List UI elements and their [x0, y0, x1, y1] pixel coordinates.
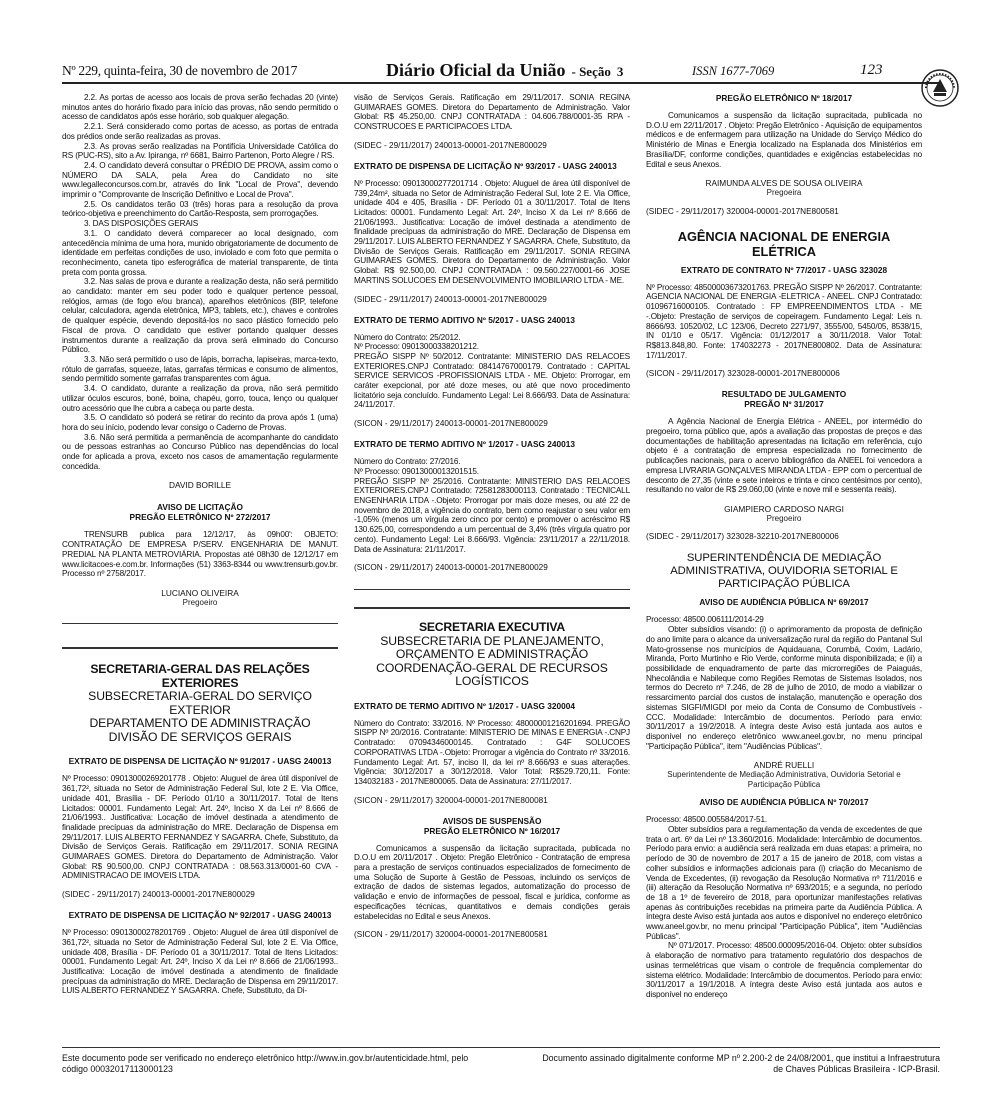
paragraph: Nº 071/2017. Processo: 48500.000095/2016-04. Objeto: obter subsídios à elaboração de normativo para tratamento regulatório dos despachos de usinas termelétricas que visam o controle de frequência complementar do sistema elétrico. Modalidade: Intercâmbio de documentos. Período para envio: 30/11/2017 a 19/1/2018. A íntegra deste Aviso está juntada aos autos e disponível no endereço — [646, 941, 922, 999]
signature-note: Documento assinado digitalmente conforme MP nº 2.200-2 de 24/08/2001, que institui a Infraestrutura de Chaves Públicas Brasileira - ICP-Brasil. — [542, 1053, 940, 1074]
paragraph: 3.1. O candidato deverá comparecer ao local designado, com antecedência mínima de uma hora, munido obrigatoriamente de documento de identidade em perfeitas condições de uso, inviolado e com foto que permita o reconhecimento, caneta tipo esferográfica de material transparente, de tinta preta com ponta grossa. — [62, 228, 338, 277]
section-heading: RESULTADO DE JULGAMENTO — [721, 389, 847, 400]
signature-role: Pregoeiro — [766, 513, 802, 523]
org-subtitle: SUBSECRETARIA-GERAL DO SERVIÇO EXTERIOR — [88, 689, 312, 717]
paragraph: A Agência Nacional de Energia Elétrica - ANEEL, por intermédio do pregoeiro, torna público que, após a avaliação das propostas de preços e das documentações de habilitação apresentadas na licitação em referência, cujo objeto é a contratação de empresa especializada no fornecimento de publicações nacionais, para o acervo bibliográfico da ANEEL foi vencedora a empresa LIVRARIA GONÇALVES MIRANDA LTDA - EPP com o percentual de desconto de 27,35 (vinte e sete inteiros e trinta e cinco centésimos por cento), resultando no valor de R$ 29.060,00 (vinte e nove mil e sessenta reais). — [646, 417, 922, 495]
sidec-reference: (SIDEC - 29/11/2017) 240013-00001-2017NE800029 — [354, 140, 547, 150]
paragraph: Obter subsídios para a regulamentação da venda de excedentes de que trata o art. 6º da Lei nº 13.360/2016. Modalidade: Intercâmbio de documentos. Período para envio: a audiência será realizada em duas etapas: a primeira, no período de 30 de novembro de 2017 a 15 de janeiro de 2018, com vistas a colher subsídios e informações adicionais para (i) criação do Mecanismo de Venda de Excedentes, (ii) revogação da Resolução Normativa nº 711/2016 e (iii) alteração da Resolução Normativa nº 693/2015; e a segunda, no período de 18 a 1º de fevereiro de 2018, para oportunizar manifestações relativas apenas às contribuições recebidas na primeira parte da Audiência Pública. A íntegra deste Aviso está juntada aos autos e disponível no endereço eletrônico www.aneel.gov.br, no menu principal "Participação Pública", item "Audiências Públicas". — [646, 825, 922, 941]
verification-note: Este documento pode ser verificado no endereço eletrônico http://www.in.gov.br/autenticidade.html, pelo código 00032017113000123 — [62, 1053, 469, 1074]
paragraph: 2.5. Os candidatos terão 03 (três) horas para a resolução da prova teórico-objetiva e preenchimento do Cartão-Resposta, sem prorrogações. — [62, 199, 338, 219]
issn: ISSN 1677-7069 — [692, 64, 775, 78]
org-subtitle: SUPERINTENDÊNCIA DE MEDIAÇÃO ADMINISTRATIVA, OUVIDORIA SETORIAL E PARTICIPAÇÃO PÚBLICA — [670, 552, 898, 591]
paragraph: 2.2. As portas de acesso aos locais de prova serão fechadas 20 (vinte) minutos antes do horário fixado para início das provas, não sendo permitido o acesso de candidatos após esse horário, sob qualquer alegação. — [62, 93, 338, 122]
paragraph: Nº Processo: 09013000277201714 . Objeto: Aluguel de área útil disponível de 739,24m², situada no Setor de Administração Federal Sul, lote 2 E. Via Office, unidade 404 e 405, Brasília - DF. Período 01 a 30/11/2017. Total de Itens Licitados: 00001. Fundamento Legal: Art. 24º, Inciso X da Lei nº 8.666 de 21/06/1993.. Justificativa: Locação de imóvel destinada a atendimento de finalidade precípuas da administração do MRE. Declaração de Dispensa em 29/11/2017. LUIS ALBERTO FERNANDEZ Y SAGARRA. Chefe, Substituto, da Divisão de Serviços Gerais. Ratificação em 29/11/2017. SONIA REGINA GUIMARAES GOMES. Diretora do Departamento de Administração. Valor Global: R$ 92.500,00. CNPJ CONTRATADA : 09.560.227/0001-66 JOSE MARTINS SOLUCOES EM DESENVOLVIMENTO IMOBILIARIO LTDA - ME. — [354, 178, 630, 285]
section-heading: EXTRATO DE DISPENSA DE LICITAÇÃO Nº 91/2017 - UASG 240013 — [68, 756, 332, 767]
signature-name: ANDRÉ RUELLI — [753, 760, 815, 771]
page-header — [62, 60, 940, 84]
column-1 — [62, 93, 338, 1043]
paragraph: Número do Contrato: 27/2016. Nº Processo: 09013000013201515. PREGÃO SISPP Nº 25/2016. Contratante: MINISTERIO DAS RELACOES EXTERIORES.CNPJ Contratado: 72581283000113. Contratado : TECNICALL ENGENHARIA LTDA -.Objeto: Prorrogar por mais doze meses, ou até 22 de novembro de 2018, a vigência do contrato, bem como reajustar o seu valor em -1,05% (menos um vírgula zero cinco por cento) e promover o acréscimo R$ 130.625,00, correspondendo a um percentual de 3,4% (três vírgula quatro por cento). Fundamento Legal: Lei 8.666/93. Vigência: 23/11/2017 a 22/11/2018. Data de Assinatura: 21/11/2017. — [354, 457, 630, 554]
publication-title — [386, 60, 623, 81]
sicon-reference: (SICON - 29/11/2017) 240013-00001-2017NE800029 — [354, 563, 548, 573]
paragraph: Nº Processo: 09013000269201778 . Objeto: Aluguel de área útil disponível de 361,72², situada no Setor de Administração Federal Sul, lote 2 E. Via Office, unidade 401, Brasília - DF. Período 01/10 a 30/11/2017. Total de Itens Licitados: 00001. Fundamento Legal: Art. 24º, Inciso X da Lei nº 8.666 de 21/06/1993.. Justificativa: Locação de imóvel destinada a atendimento de finalidade precípuas da administração do MRE. Declaração de Dispensa em 29/11/2017. LUIS ALBERTO FERNANDEZ Y SAGARRA. Chefe, Substituto, da Divisão de Serviços Gerais. Ratificação em 29/11/2017. SONIA REGINA GUIMARAES GOMES. Diretora do Departamento de Administração. Valor Global: R$ 90.500,00. CNPJ CONTRATADA : 08.563.313/0001-60 CVA - ADMINISTRACAO DE IMOVEIS LTDA. — [62, 774, 338, 881]
section-heading: AVISO DE LICITAÇÃO — [157, 502, 243, 513]
sidec-reference: (SIDEC - 29/11/2017) 320004-00001-2017NE800581 — [646, 206, 839, 216]
column-2 — [354, 93, 630, 1043]
signature-name: GIAMPIERO CARDOSO NARGI — [724, 503, 844, 514]
page-footer — [62, 1047, 940, 1087]
section-heading: EXTRATO DE DISPENSA DE LICITAÇÃO Nº 93/2017 - UASG 240013 — [354, 160, 617, 171]
org-subtitle: COORDENAÇÃO-GERAL DE RECURSOS LOGÍSTICOS — [376, 660, 608, 689]
signature-name: LUCIANO OLIVEIRA — [161, 587, 239, 598]
paragraph: visão de Serviços Gerais. Ratificação em 29/11/2017. SONIA REGINA GUIMARAES GOMES. Diretora do Departamento de Administração. Valor Global: R$ 45.250,00. CNPJ CONTRATADA : 04.606.788/0001-35 RPA - CONSTRUCOES E PARTICIPACOES LTDA. — [354, 93, 630, 132]
section-heading: PREGÃO ELETRÔNICO Nº 16/2017 — [423, 825, 561, 836]
divider — [354, 607, 630, 609]
paragraph: 3.6. Não será permitida a permanência de acompanhante do candidato ou de pessoas estranhas ao Concurso Público nas dependências do local onde for aplicada a prova, exceto nos casos de amamentação regularmente concedida. — [62, 432, 338, 471]
section-heading: AVISO DE AUDIÊNCIA PÚBLICA Nº 70/2017 — [699, 797, 869, 808]
section-heading: EXTRATO DE CONTRATO Nº 77/2017 - UASG 323028 — [680, 264, 888, 275]
paragraph: 2.3. As provas serão realizadas na Pontifícia Universidade Católica do RS (PUC-RS), sito a Av. Ipiranga, nº 6681, Bairro Partenon, Porto Alegre / RS. — [62, 141, 338, 161]
issue-date: Nº 229, quinta-feira, 30 de novembro de 2017 — [62, 63, 298, 78]
section-heading: EXTRATO DE TERMO ADITIVO Nº 1/2017 - UASG 320004 — [354, 700, 575, 711]
paragraph: Comunicamos a suspensão da licitação supracitada, publicada no D.O.U em 20/11/2017 . Objeto: Pregão Eletrônico - Contratação de empresa para a prestação de serviços continuados especializados de fornecimento de uma Solução de Suporte à Gestão de Pessoas, incluindo os serviços de extração de dados de sistemas legados, automatização do processo de validação e envio de informações de pessoal, fiscal e jurídica, conforme as especificações técnicas, quantitativos e demais condições gerais estabelecidas no Edital e seus Anexos. — [354, 843, 630, 921]
paragraph: Número do Contrato: 33/2016. Nº Processo: 48000001216201694. PREGÃO SISPP Nº 20/2016. Contratante: MINISTERIO DE MINAS E ENERGIA -.CNPJ Contratado: 07094346000145. Contratado : G4F SOLUCOES CORPORATIVAS LTDA -.Objeto: Prorrogar a vigência do Contrato nº 33/2016. Fundamento Legal: Art. 57, inciso II, da lei nº 8.666/93 e suas alterações. Vigência: 30/12/2017 a 30/12/2018. Valor Total: R$529.720,11. Fonte: 134032183 - 2017NE800065. Data de Assinatura: 27/11/2017. — [354, 718, 630, 786]
column-3 — [646, 93, 922, 1043]
paragraph: Nº Processo: 48500003673201763. PREGÃO SISPP Nº 26/2017. Contratante: AGENCIA NACIONAL DE ENERGIA -ELETRICA - ANEEL. CNPJ Contratado: 01096716000105. Contratado : FP EMPREENDIMENTOS LTDA - ME -.Objeto: Prestação de serviços de copeiragem. Fundamento Legal: Leis n. 8666/93. 10520/02, LC 123/06, Decreto 2271/97, 3555/00, 5450/05, 8538/15, IN 01/10 e 05/17. Vigência: 01/12/2017 a 30/11/2018. Valor Total: R$813.848,80. Fonte: 174032273 - 2017NE800802. Data de Assinatura: 17/11/2017. — [646, 282, 922, 360]
divider — [62, 623, 338, 641]
section-heading: AVISO DE AUDIÊNCIA PÚBLICA Nº 69/2017 — [699, 597, 869, 608]
signature-role: Pregoeiro — [182, 597, 218, 607]
imprensa-nacional-seal-icon — [920, 68, 960, 108]
paragraph: Nº Processo: 09013000278201769 . Objeto: Aluguel de área útil disponível de 361,72², situada no Setor de Administração Federal Sul, lote 2 E. Via Office, unidade 408, Brasília - DF. Período 01 a 30/11/2017. Total de Itens Licitados: 00001. Fundamento Legal: Art. 24º, Inciso X da Lei nº 8.666 de 21/06/1993.. Justificativa: Locação de imóvel destinada a atendimento de finalidade precípuas da administração do MRE. Declaração de Dispensa em 29/11/2017. LUIS ALBERTO FERNANDEZ Y SAGARRA. Chefe, Substituto, da Di- — [62, 928, 338, 996]
paragraph: Processo: 48500.005584/2017-51. — [646, 815, 767, 825]
paragraph: 3.3. Não será permitido o uso de lápis, borracha, lapiseiras, marca-texto, rótulo de garrafas, squeeze, latas, garrafas térmicas e consumo de alimentos, sendo permitido somente garrafas transparentes com água. — [62, 354, 338, 384]
sicon-reference: (SICON - 29/11/2017) 240013-00001-2017NE800029 — [354, 419, 548, 429]
sidec-reference: (SIDEC - 29/11/2017) 323028-32210-2017NE800006 — [646, 532, 839, 542]
org-title: SECRETARIA-GERAL DAS RELAÇÕES EXTERIORES — [90, 662, 310, 690]
section-heading: PREGÃO Nº 31/2017 — [744, 399, 824, 410]
sidec-reference: (SIDEC - 29/11/2017) 240013-00001-2017NE800029 — [354, 294, 547, 304]
sicon-reference: (SICON - 29/11/2017) 320004-00001-2017NE800581 — [354, 930, 548, 940]
section-label: - Seção — [571, 64, 611, 79]
section-heading: EXTRATO DE TERMO ADITIVO Nº 1/2017 - UASG 240013 — [354, 439, 575, 450]
sicon-reference: (SICON - 29/11/2017) 320004-00001-2017NE800081 — [354, 795, 548, 805]
divider — [354, 589, 630, 601]
org-title: SECRETARIA EXECUTIVA — [418, 620, 566, 635]
org-title: AGÊNCIA NACIONAL DE ENERGIA ELÉTRICA — [677, 228, 891, 259]
paragraph: Número do Contrato: 25/2012. Nº Processo: 09013000338201212. PREGÃO SISPP Nº 50/2012. Contratante: MINISTERIO DAS RELACOES EXTERIORES.CNPJ Contratado: 08414767000179. Contratado : CAPITAL SERVICE SERVICOS -PROFISSIONAIS LTDA - ME. Objeto: Prorrogar, em caráter exepcional, por até doze meses, ou até que novo procedimento licitatório seja concluído. Fundamento Legal: Lei 8.666/93. Data de Assinatura: 24/11/2017. — [354, 332, 630, 410]
paragraph: 3.2. Nas salas de prova e durante a realização desta, não será permitido ao candidato: manter em seu poder todo e qualquer pertence pessoal, relógios, armas (de fogo e/ou branca), aparelhos eletrônicos (BIP, telefone celular, calculadora, agenda eletrônica, MP3, tablets, etc.), chaves e controles de qualquer espécie, devendo depositá-los no saco plástico fornecido pelo Fiscal de prova. O candidato que estiver portando qualquer desses instrumentos durante a realização da prova será eliminado do Concurso Público. — [62, 277, 338, 355]
paragraph: Processo: 48500.006111/2014-29 — [646, 615, 764, 625]
paragraph: 3.4. O candidato, durante a realização da prova, não será permitido utilizar óculos escuros, boné, boina, chapéu, gorro, touca, lenço ou qualquer outro acessório que lhe cubra a cabeça ou parte desta. — [62, 384, 338, 413]
org-subtitle: SUBSECRETARIA DE PLANEJAMENTO, ORÇAMENTO E ADMINISTRAÇÃO — [380, 633, 604, 662]
signature-role: Pregoeira — [766, 188, 802, 198]
signature-name: RAIMUNDA ALVES DE SOUSA OLIVEIRA — [705, 178, 863, 189]
section-number: 3 — [616, 64, 624, 79]
section-heading: PREGÃO ELETRÔNICO Nº 18/2017 — [715, 93, 853, 103]
paragraph: TRENSURB publica para 12/12/17, às 09h00': OBJETO: CONTRATAÇÃO DE EMPRESA P/SERV. ENGENHARIA DE MANUT. PREDIAL NA PLANTA METROVIÁRIA. Propostas até 08h30 de 12/12/17 em www.licitacoes-e.com.br. Informações (51) 3363-8344 ou www.trensurb.gov.br. Processo nº 2758/2017. — [62, 530, 338, 579]
org-subtitle: DIVISÃO DE SERVIÇOS GERAIS — [108, 729, 292, 744]
section-heading: EXTRATO DE TERMO ADITIVO Nº 5/2017 - UASG 240013 — [354, 314, 575, 325]
signature-name: DAVID BORILLE — [168, 480, 232, 491]
page-number: 123 — [860, 62, 883, 78]
paragraph: 2.4. O candidato deverá consultar o PRÉDIO DE PROVA, assim como o NÚMERO DA SALA, pela Área do Candidato no site www.legalleconcursos.com.br, através do link "Local de Prova", devendo imprimir o "Comprovante de Inscrição Definitivo e Local de Prova". — [62, 160, 338, 200]
paragraph: 3. DAS DISPOSIÇÕES GERAIS — [84, 219, 199, 229]
paragraph: Comunicamos a suspensão da licitação supracitada, publicada no D.O.U em 22/11/2017 . Objeto: Pregão Eletrônico - Aquisição de equipamentos médicos e de enfermagem para utilização na Unidade do Serviço Médico do Ministério de Minas e Energia localizado na Esplanada dos Ministérios em Brasília/DF, conforme condições, quantidades e exigências estabelecidas no Edital e seus Anexos. — [646, 111, 922, 169]
section-heading: AVISOS DE SUSPENSÃO — [442, 815, 542, 826]
sicon-reference: (SICON - 29/11/2017) 323028-00001-2017NE800006 — [646, 369, 840, 379]
paragraph: 3.5. O candidato só poderá se retirar do recinto da prova após 1 (uma) hora do seu início, podendo levar consigo o Caderno de Provas. — [62, 413, 338, 432]
title-text: Diário Oficial da União — [386, 60, 566, 80]
sidec-reference: (SIDEC - 29/11/2017) 240013-00001-2017NE800029 — [62, 890, 255, 900]
section-heading: PREGÃO ELETRÔNICO Nº 272/2017 — [129, 512, 271, 523]
section-heading: EXTRATO DE DISPENSA DE LICITAÇÃO Nº 92/2017 - UASG 240013 — [68, 910, 332, 921]
org-subtitle: DEPARTAMENTO DE ADMINISTRAÇÃO — [89, 716, 311, 731]
paragraph: 2.2.1. Será considerado como portas de acesso, as portas de entrada dos prédios onde serão realizadas as provas. — [62, 122, 338, 141]
divider — [62, 647, 338, 649]
signature-role: Superintendente de Mediação Administrativa, Ouvidoria Setorial e Participação Pública — [667, 770, 901, 789]
paragraph: Obter subsídios visando: (i) o aprimoramento da proposta de definição do ano limite para o alcance da universalização rural da região do Pantanal Sul Mato-grossense nos municípios de Aquidauana, Corumbá, Coxim, Ladário, Miranda, Porto Murtinho e Rio Verde, conforme minuta disponibilizada; e (ii) a possibilidade de enquadramento de parte das microrregiões de Paiaguás, Nhecolândia e Nabileque como Regiões Remotas de Sistemas Isolados, nos termos do Decreto nº 7.246, de 28 de julho de 2010, de modo a viabilizar o ressarcimento parcial dos custos de instalação, manutenção e operação dos sistemas SIGFI/MIGDI por meio da Conta de Consumo de Combustíveis - CCC. Modalidade: Intercâmbio de documentos. Período para envio: 30/11/2017 a 19/2/2018. A íntegra deste Aviso está juntada aos autos e disponível no endereço eletrônico www.aneel.gov.br, no menu principal "Participação Pública", item "Audiências Públicas". — [646, 625, 922, 751]
